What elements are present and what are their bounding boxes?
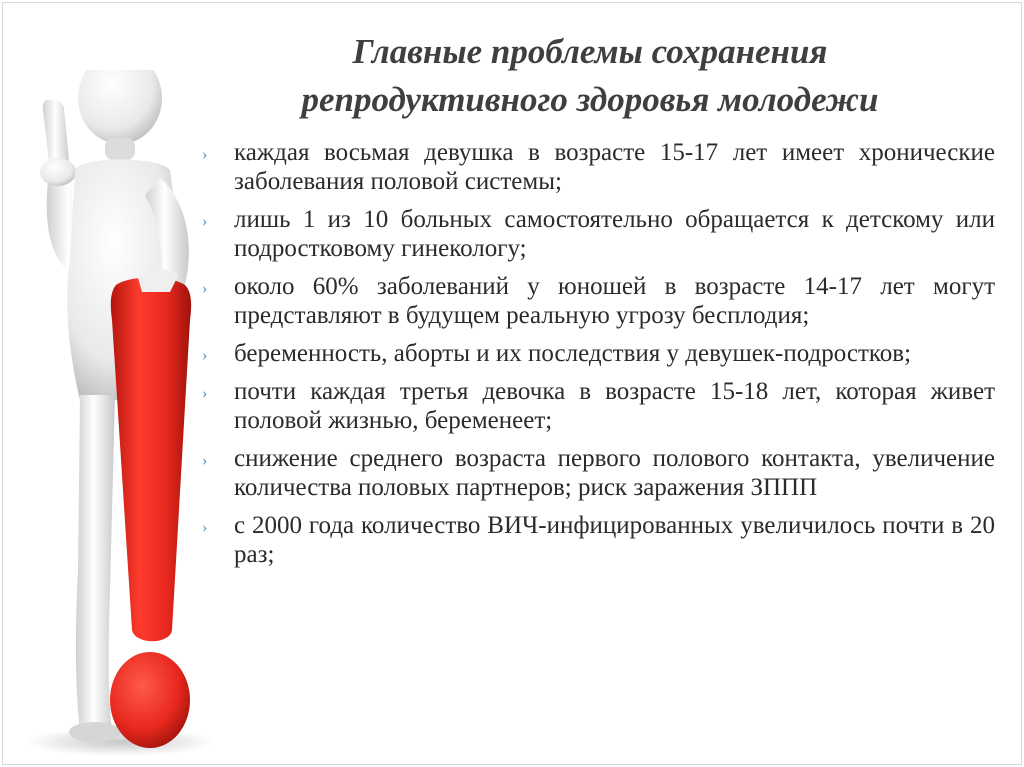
list-item-text: почти каждая третья девочка в возрасте 15-18 лет, которая живет половой жизнью, беременеет; [234, 378, 995, 434]
list-item [200, 511, 995, 569]
arrow-bullet-icon: › [202, 280, 208, 297]
list-item [200, 138, 995, 196]
slide-title [200, 28, 980, 124]
list-item [200, 377, 995, 435]
arrow-bullet-icon: › [202, 385, 208, 402]
arrow-bullet-icon: › [202, 213, 208, 230]
list-item [200, 339, 995, 368]
arrow-bullet-icon: › [202, 519, 208, 536]
list-item [200, 272, 995, 330]
arrow-bullet-icon: › [202, 146, 208, 163]
list-item-text: беременность, аборты и их последствия у девушек-подростков; [234, 340, 912, 367]
list-item-text: снижение среднего возраста первого полового контакта, увеличение количества половых партнеров; риск заражения ЗППП [234, 445, 995, 501]
title-line-1: Главные проблемы сохранения [352, 32, 828, 71]
list-item [200, 205, 995, 263]
list-item-text: около 60% заболеваний у юношей в возрасте 14-17 лет могут представляют в будущем реальную угрозу бесплодия; [234, 273, 995, 329]
arrow-bullet-icon: › [202, 347, 208, 364]
person-with-exclamation-illustration [20, 70, 220, 760]
list-item [200, 444, 995, 502]
list-item-text: лишь 1 из 10 больных самостоятельно обращается к детскому или подростковому гинекологу; [234, 206, 995, 262]
bullet-list [200, 138, 995, 578]
arrow-bullet-icon: › [202, 452, 208, 469]
title-line-2: репродуктивного здоровья молодежи [301, 80, 879, 119]
list-item-text: с 2000 года количество ВИЧ-инфицированных увеличилось почти в 20 раз; [234, 512, 995, 568]
list-item-text: каждая восьмая девушка в возрасте 15-17 лет имеет хронические заболевания половой системы; [234, 139, 995, 195]
